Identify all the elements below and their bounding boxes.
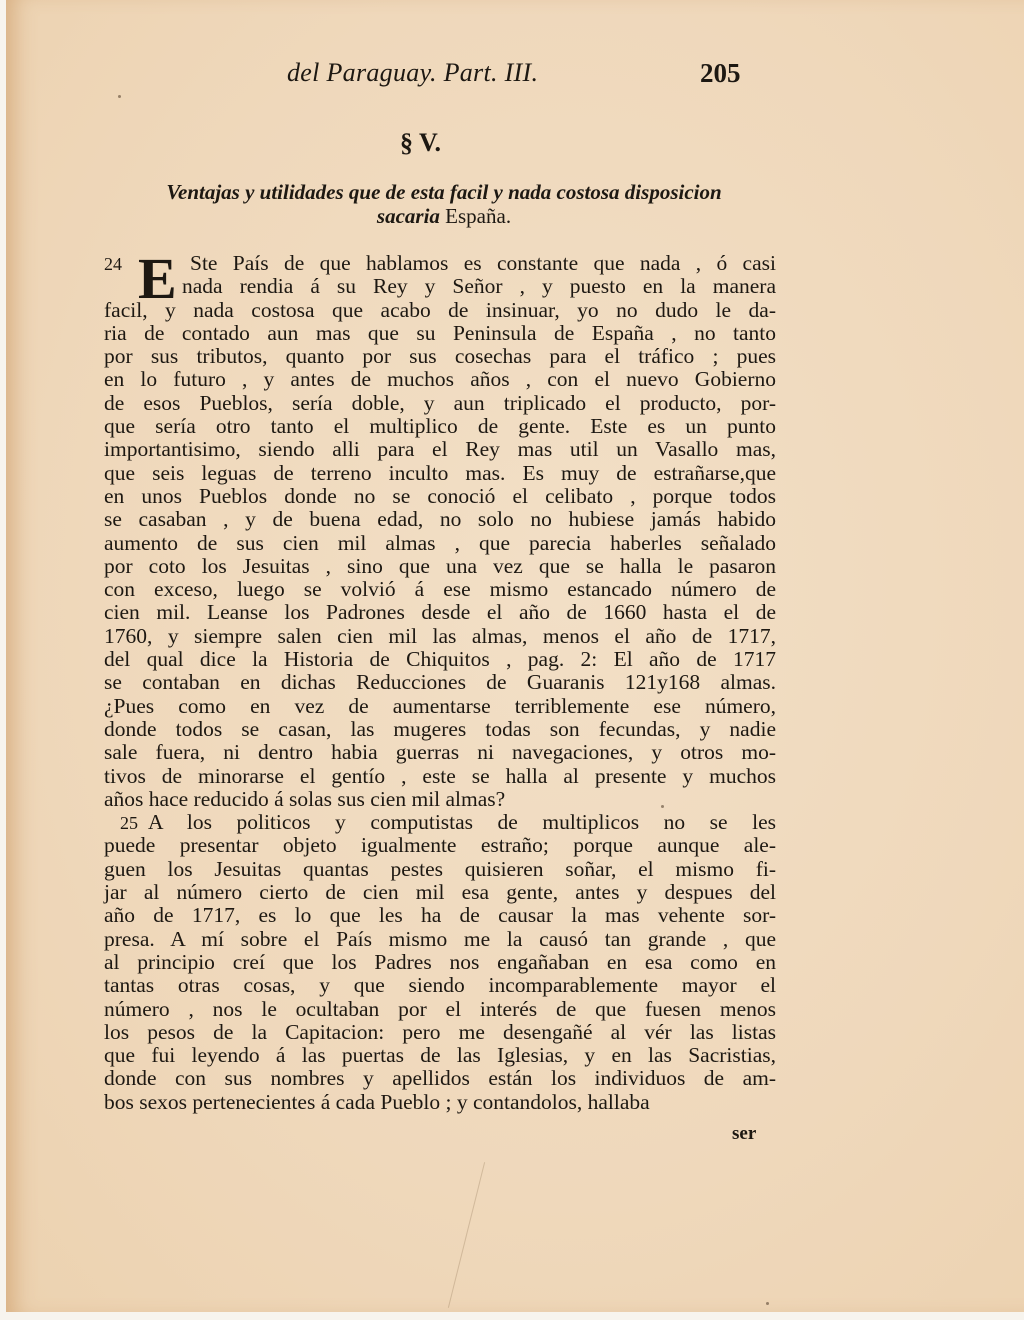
section-title-line-2-roman: España. — [445, 204, 512, 228]
line-text: se casaban , y de buena edad, no solo no hubiese jamás habido — [104, 507, 776, 532]
catchword: ser — [732, 1123, 757, 1144]
text-line — [104, 811, 776, 834]
line-text: bos sexos pertenecientes á cada Pueblo ; y contandolos, hallaba — [104, 1089, 650, 1114]
line-text: años hace reducido á solas sus cien mil almas? — [104, 786, 506, 811]
line-text: al principio creí que los Padres nos engañaban en esa como en — [104, 949, 776, 974]
line-text: ¿Pues como en vez de aumentarse terriblemente ese número, — [104, 693, 776, 718]
line-text: de esos Pueblos, sería doble, y aun triplicado el producto, por- — [104, 390, 776, 415]
text-line — [104, 485, 776, 508]
line-text: por coto los Jesuitas , sino que una vez que se halla le pasaron — [104, 553, 776, 578]
text-line — [104, 601, 776, 624]
page-number: 205 — [700, 58, 741, 88]
running-head: del Paraguay. Part. III. — [287, 58, 539, 87]
line-text: facil, y nada costosa que acabo de insinuar, yo no dudo le da- — [104, 297, 776, 322]
line-text: que sería otro tanto el multiplico de gente. Este es un punto — [104, 414, 776, 439]
line-text: número , nos le ocultaban por el interés de que fuesen menos — [104, 996, 776, 1021]
section-title-line-1: Ventajas y utilidades que de esta facil y nada costosa disposicion — [166, 180, 722, 204]
line-text: jar al número cierto de cien mil esa gente, antes y despues del — [104, 880, 776, 905]
text-line — [104, 974, 776, 997]
line-text: aumento de sus cien mil almas , que parecia haberles señalado — [104, 530, 776, 555]
body-text — [104, 246, 776, 1114]
paragraph-number: 24 — [104, 254, 122, 274]
text-line — [104, 438, 776, 461]
text-line — [104, 904, 776, 927]
page-header — [0, 52, 1024, 92]
line-text: en unos Pueblos donde no se conoció el celibato , porque todos — [104, 483, 776, 508]
line-text: por sus tributos, quanto por sus cosechas para el tráfico ; pues — [104, 344, 776, 369]
line-text: Ste País de que hablamos es constante que nada , ó casi — [190, 251, 776, 275]
line-text: tantas otras cosas, y que siendo incomparablemente mayor el — [104, 973, 776, 998]
text-line — [104, 1044, 776, 1067]
line-text: los pesos de la Capitacion: pero me desengañé al vér las listas — [104, 1019, 776, 1044]
text-line — [104, 1021, 776, 1044]
text-line — [104, 532, 776, 555]
text-line — [104, 508, 776, 531]
text-line — [104, 555, 776, 578]
paragraph-number: 25 — [120, 813, 138, 834]
section-title-line-2-italic: sacaria — [376, 204, 440, 228]
paper-speck — [118, 95, 121, 98]
line-text: donde con sus nombres y apellidos están los individuos de am- — [104, 1066, 776, 1091]
text-line — [104, 275, 776, 298]
line-text: que fui leyendo á las puertas de las Iglesias, y en las Sacristias, — [104, 1043, 776, 1068]
text-line — [104, 578, 776, 601]
line-text: del qual dice la Historia de Chiquitos , pag. 2: El año de 1717 — [104, 647, 776, 672]
line-text: donde todos se casan, las mugeres todas son fecundas, y nadie — [104, 716, 776, 741]
text-line — [104, 625, 776, 648]
text-line — [104, 858, 776, 881]
line-text: tivos de minorarse el gentío , este se halla al presente y muchos — [104, 763, 776, 788]
line-text: con exceso, luego se volvió á ese mismo estancado número de — [104, 577, 776, 602]
line-text: sale fuera, ni dentro habia guerras ni navegaciones, y otros mo- — [104, 740, 776, 765]
section-title — [104, 180, 784, 228]
line-text: A los politicos y computistas de multiplicos no se les — [148, 810, 776, 835]
paper-crease — [448, 1162, 485, 1308]
line-text: guen los Jesuitas quantas pestes quisieren soñar, el mismo fi- — [104, 856, 776, 881]
text-line — [104, 718, 776, 741]
text-line — [104, 345, 776, 368]
text-line — [104, 415, 776, 438]
text-line — [104, 834, 776, 857]
text-line — [104, 765, 776, 788]
line-text: puede presentar objeto igualmente estraño; porque aunque ale- — [104, 833, 776, 858]
text-line — [104, 695, 776, 718]
paragraph-24 — [104, 246, 776, 811]
paragraph-25 — [104, 811, 776, 1114]
text-line — [104, 671, 776, 694]
text-line — [104, 462, 776, 485]
text-line — [104, 741, 776, 764]
line-text: que seis leguas de terreno inculto mas. Es muy de estrañarse,que — [104, 460, 776, 485]
text-line — [104, 951, 776, 974]
text-line — [104, 648, 776, 671]
section-heading: § V. — [400, 128, 441, 157]
drop-cap: E — [138, 246, 177, 311]
text-line — [104, 322, 776, 345]
text-line — [104, 299, 776, 322]
line-text: cien mil. Leanse los Padrones desde el año de 1660 hasta el de — [104, 600, 776, 625]
line-text: 1760, y siempre salen cien mil las almas, menos el año de 1717, — [104, 623, 776, 648]
text-line — [104, 1091, 776, 1114]
paper-speck — [766, 1302, 769, 1305]
line-text: en lo futuro , y antes de muchos años , con el nuevo Gobierno — [104, 367, 776, 392]
text-line — [104, 368, 776, 391]
text-line — [104, 1067, 776, 1090]
text-line — [104, 252, 776, 275]
text-line — [104, 788, 776, 811]
text-line — [104, 881, 776, 904]
line-text: importantisimo, siendo alli para el Rey mas util un Vasallo mas, — [104, 437, 776, 462]
text-line — [104, 998, 776, 1021]
text-line — [104, 392, 776, 415]
text-line — [104, 928, 776, 951]
line-text: año de 1717, es lo que les ha de causar la mas vehente sor- — [104, 903, 776, 928]
line-text: se contaban en dichas Reducciones de Guaranis 121y168 almas. — [104, 670, 776, 695]
line-text: presa. A mí sobre el País mismo me la causó tan grande , que — [104, 926, 776, 951]
line-text: nada rendia á su Rey y Señor , y puesto en la manera — [182, 274, 776, 299]
line-text: ria de contado aun mas que su Peninsula de España , no tanto — [104, 320, 776, 345]
